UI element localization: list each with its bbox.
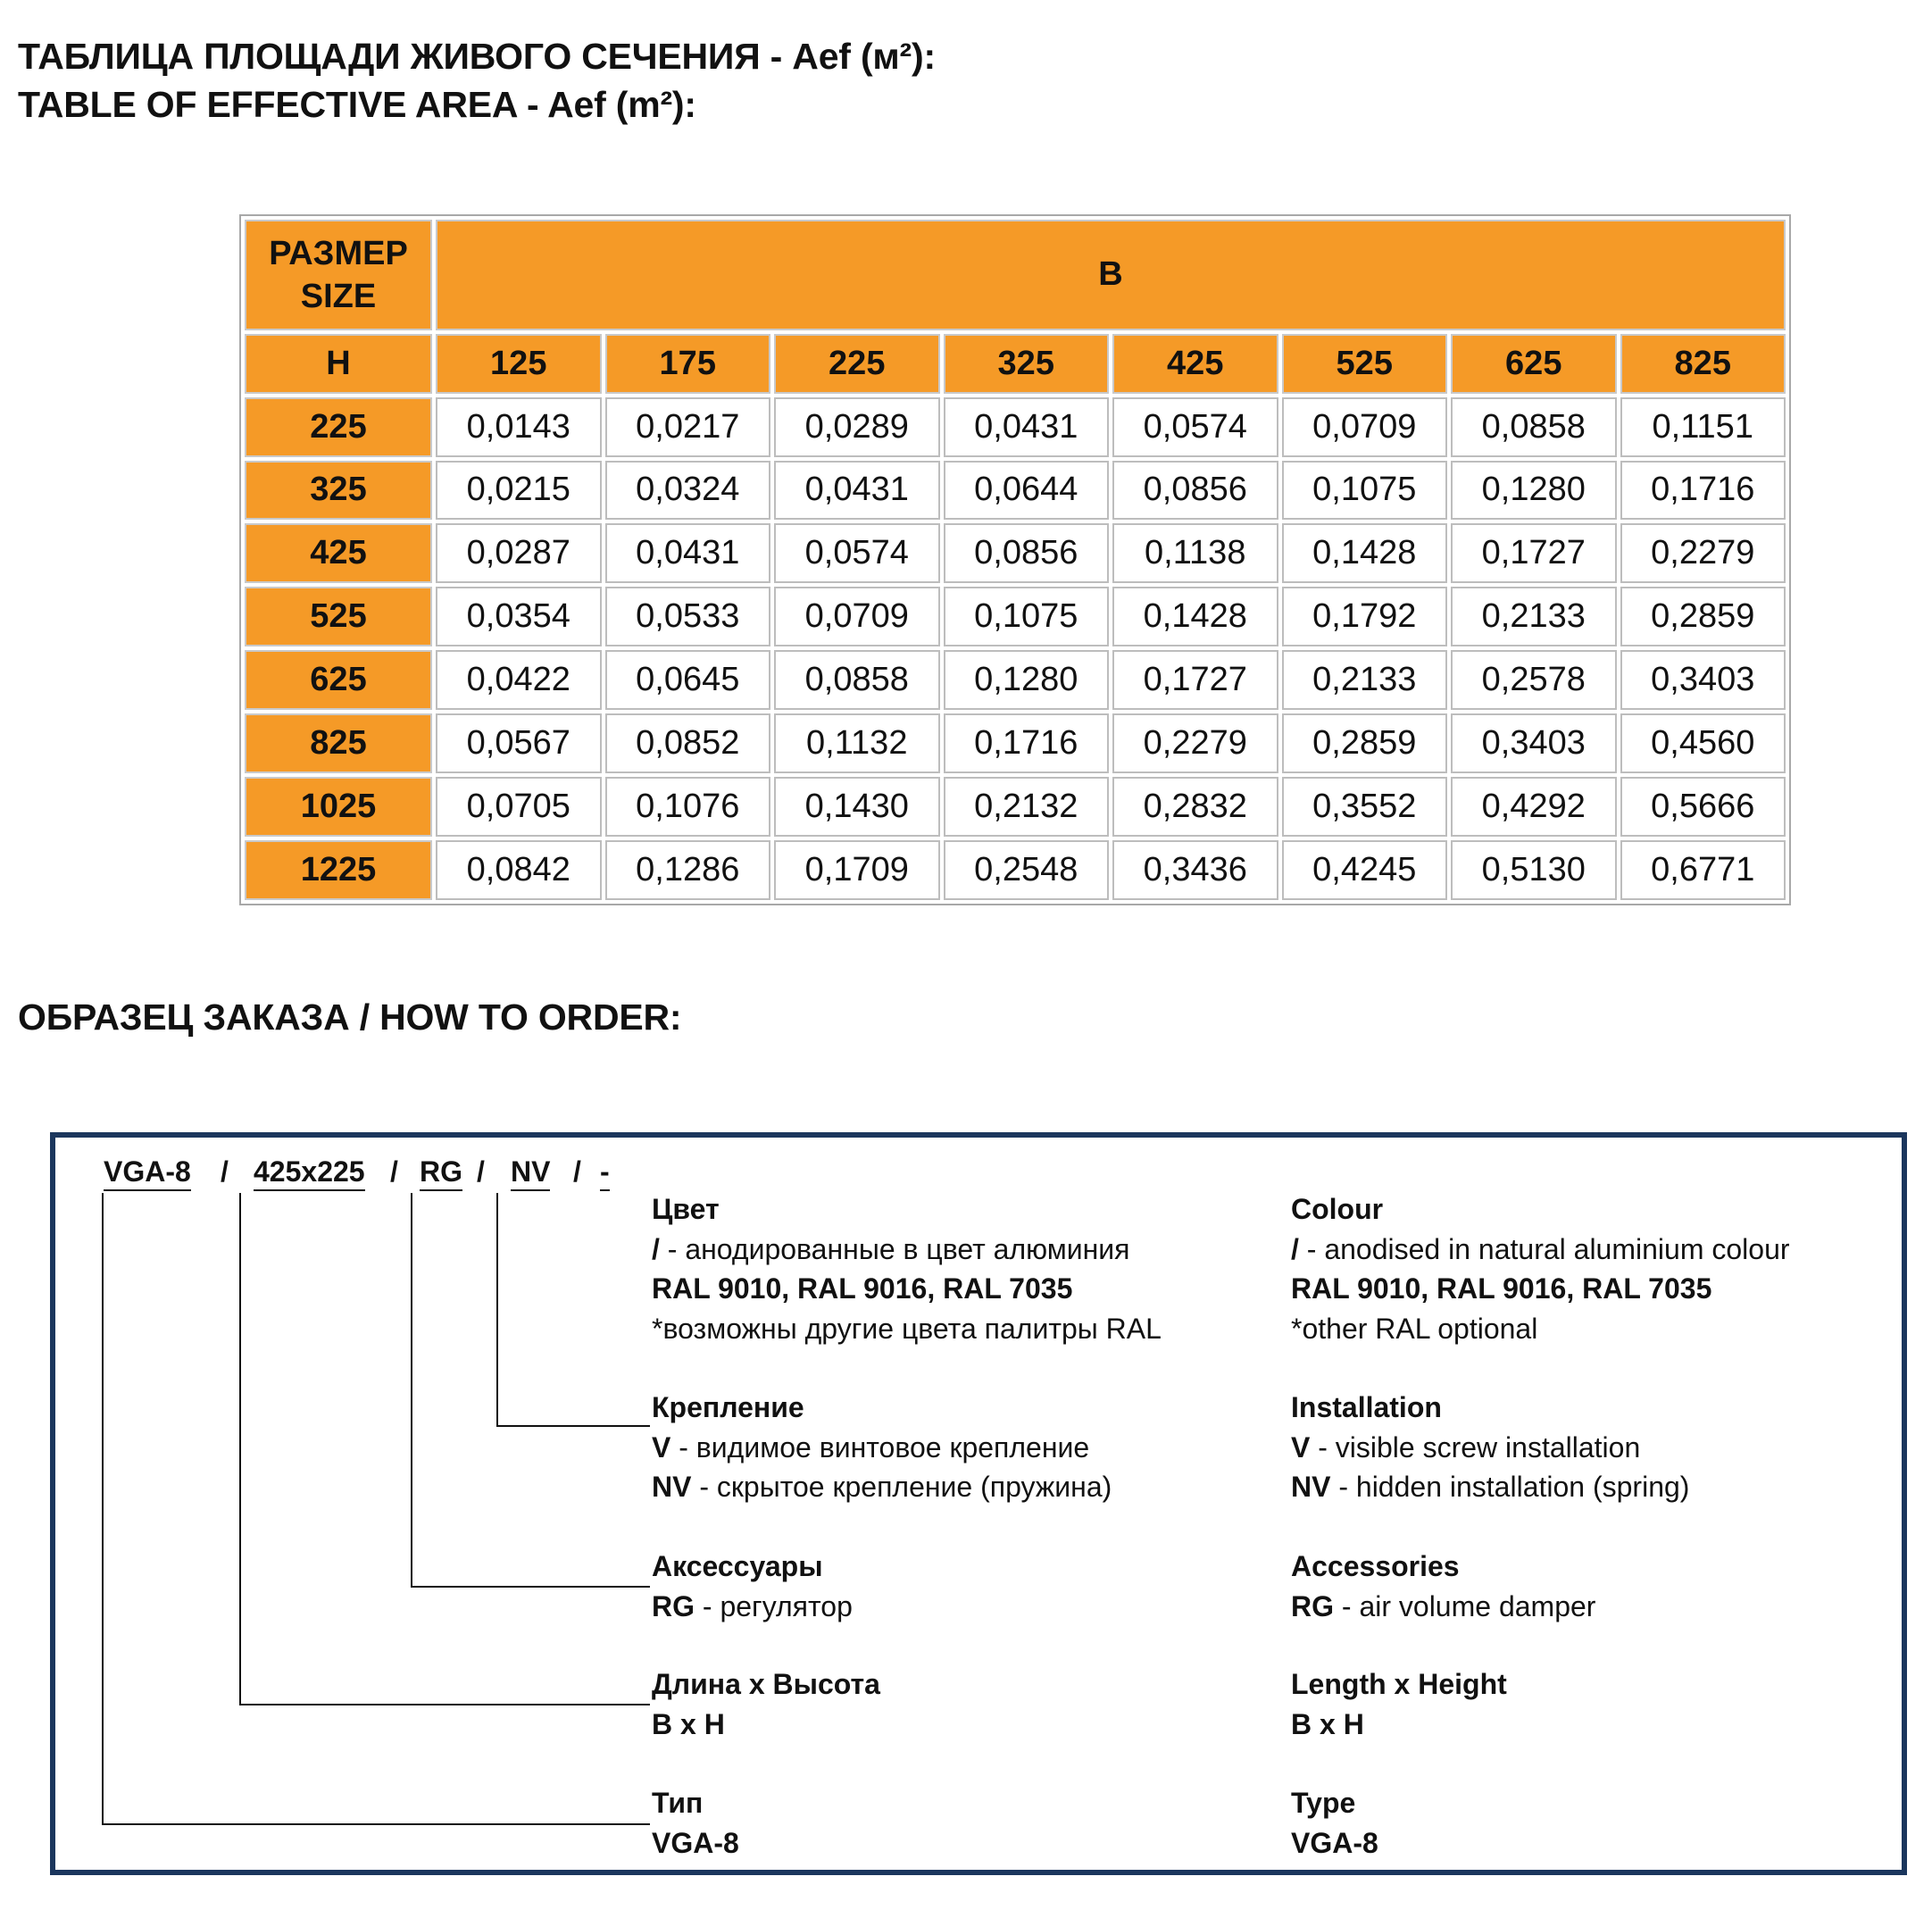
area-value-cell: 0,2279: [1112, 713, 1278, 773]
area-value-cell: 0,1075: [1282, 461, 1448, 521]
area-value-cell: 0,0709: [1282, 397, 1448, 457]
connector-type-horizontal: [102, 1823, 650, 1825]
accessories-line1-ru: RG - регулятор: [652, 1589, 853, 1622]
size-header-cell: [245, 220, 432, 330]
area-value-cell: 0,3403: [1620, 650, 1786, 710]
installation-title-ru: Крепление: [652, 1391, 804, 1423]
dimensions-desc-en: [1291, 1664, 1507, 1744]
area-value-cell: 0,1727: [1112, 650, 1278, 710]
table-row: [245, 587, 1786, 646]
area-value-cell: 0,1280: [944, 650, 1110, 710]
dimensions-title-en: Length x Height: [1291, 1668, 1507, 1700]
area-value-cell: 0,1716: [944, 713, 1110, 773]
area-value-cell: 0,0431: [605, 523, 771, 583]
h-value-header: 1025: [245, 777, 432, 837]
area-value-cell: 0,0842: [436, 840, 602, 900]
area-value-cell: 0,0856: [1112, 461, 1278, 521]
installation-line1-ru: V - видимое винтовое крепление: [652, 1430, 1090, 1464]
colour-line3-en: *other RAL optional: [1291, 1312, 1538, 1345]
b-value-header: 425: [1112, 334, 1278, 394]
code-sep-3: /: [477, 1155, 485, 1188]
area-value-cell: 0,2548: [944, 840, 1110, 900]
area-value-cell: 0,2832: [1112, 777, 1278, 837]
table-row: [245, 777, 1786, 837]
colour-line2-ru: RAL 9010, RAL 9016, RAL 7035: [652, 1272, 1073, 1305]
table-row: [245, 650, 1786, 710]
area-value-cell: 0,2133: [1282, 650, 1448, 710]
area-value-cell: 0,1727: [1451, 523, 1617, 583]
accessories-title-en: Accessories: [1291, 1550, 1460, 1582]
b-value-header: 125: [436, 334, 602, 394]
connector-size-horizontal: [239, 1704, 650, 1705]
size-header-en: SIZE: [300, 277, 377, 315]
area-value-cell: 0,0705: [436, 777, 602, 837]
colour-title-ru: Цвет: [652, 1193, 720, 1225]
connector-accessory-horizontal: [411, 1586, 650, 1588]
connector-size-vertical: [239, 1193, 241, 1705]
area-value-cell: 0,2859: [1282, 713, 1448, 773]
area-value-cell: 0,0574: [1112, 397, 1278, 457]
area-value-cell: 0,0422: [436, 650, 602, 710]
colour-line2-en: RAL 9010, RAL 9016, RAL 7035: [1291, 1272, 1712, 1305]
code-sep-2: /: [390, 1155, 398, 1188]
area-value-cell: 0,1132: [774, 713, 940, 773]
accessories-title-ru: Аксессуары: [652, 1550, 823, 1582]
table-row: [245, 397, 1786, 457]
connector-type-vertical: [102, 1193, 104, 1825]
area-value-cell: 0,2859: [1620, 587, 1786, 646]
b-value-header: 825: [1620, 334, 1786, 394]
type-line1-ru: VGA-8: [652, 1826, 739, 1859]
area-value-cell: 0,1430: [774, 777, 940, 837]
colour-line3-ru: *возможны другие цвета палитры RAL: [652, 1312, 1162, 1345]
b-header-cell: B: [436, 220, 1786, 330]
dimensions-line1-en: B x H: [1291, 1707, 1364, 1740]
type-line1-en: VGA-8: [1291, 1826, 1378, 1859]
area-value-cell: 0,0289: [774, 397, 940, 457]
area-value-cell: 0,0567: [436, 713, 602, 773]
area-value-cell: 0,0709: [774, 587, 940, 646]
installation-desc-en: [1291, 1388, 1689, 1507]
area-value-cell: 0,0431: [774, 461, 940, 521]
b-values-row: [245, 334, 1786, 394]
connector-mount-horizontal: [496, 1425, 650, 1427]
area-value-cell: 0,0645: [605, 650, 771, 710]
area-value-cell: 0,0856: [944, 523, 1110, 583]
area-value-cell: 0,1151: [1620, 397, 1786, 457]
area-value-cell: 0,1075: [944, 587, 1110, 646]
area-value-cell: 0,0858: [774, 650, 940, 710]
area-value-cell: 0,1138: [1112, 523, 1278, 583]
colour-line1-ru: / - анодированные в цвет алюминия: [652, 1232, 1130, 1265]
code-accessory: RG: [420, 1154, 462, 1189]
area-value-cell: 0,0852: [605, 713, 771, 773]
area-value-cell: 0,0143: [436, 397, 602, 457]
colour-desc-en: [1291, 1189, 1790, 1348]
area-value-cell: 0,5666: [1620, 777, 1786, 837]
area-value-cell: 0,2578: [1451, 650, 1617, 710]
installation-line2-en: NV - hidden installation (spring): [1291, 1471, 1690, 1503]
area-value-cell: 0,0324: [605, 461, 771, 521]
installation-line2-ru: NV - скрытое крепление (пружина): [652, 1471, 1112, 1503]
installation-desc-ru: [652, 1388, 1112, 1507]
area-value-cell: 0,0217: [605, 397, 771, 457]
b-value-header: 175: [605, 334, 771, 394]
area-value-cell: 0,1076: [605, 777, 771, 837]
area-value-cell: 0,5130: [1451, 840, 1617, 900]
h-value-header: 1225: [245, 840, 432, 900]
area-value-cell: 0,2133: [1451, 587, 1617, 646]
area-value-cell: 0,1709: [774, 840, 940, 900]
area-value-cell: 0,2279: [1620, 523, 1786, 583]
b-value-header: 625: [1451, 334, 1617, 394]
size-header-ru: РАЗМЕР: [269, 234, 408, 272]
table-row: [245, 523, 1786, 583]
dimensions-line1-ru: B x H: [652, 1707, 725, 1740]
area-value-cell: 0,1286: [605, 840, 771, 900]
area-value-cell: 0,1428: [1282, 523, 1448, 583]
area-value-cell: 0,0574: [774, 523, 940, 583]
area-value-cell: 0,0215: [436, 461, 602, 521]
area-value-cell: 0,1716: [1620, 461, 1786, 521]
code-sep-4: /: [573, 1155, 581, 1188]
accessories-line1-en: RG - air volume damper: [1291, 1589, 1596, 1622]
code-sep-1: /: [221, 1155, 229, 1188]
area-value-cell: 0,0287: [436, 523, 602, 583]
code-size: 425x225: [254, 1154, 365, 1189]
area-value-cell: 0,1428: [1112, 587, 1278, 646]
area-value-cell: 0,4292: [1451, 777, 1617, 837]
accessories-desc-ru: [652, 1547, 853, 1626]
area-value-cell: 0,2132: [944, 777, 1110, 837]
area-value-cell: 0,4245: [1282, 840, 1448, 900]
area-value-cell: 0,0533: [605, 587, 771, 646]
accessories-desc-en: [1291, 1547, 1595, 1626]
table-row: [245, 713, 1786, 773]
area-value-cell: 0,4560: [1620, 713, 1786, 773]
area-value-cell: 0,0858: [1451, 397, 1617, 457]
area-value-cell: 0,0431: [944, 397, 1110, 457]
table-title-ru: ТАБЛИЦА ПЛОЩАДИ ЖИВОГО СЕЧЕНИЯ - Aef (м²):: [18, 36, 936, 77]
area-value-cell: 0,1792: [1282, 587, 1448, 646]
h-value-header: 525: [245, 587, 432, 646]
h-header-cell: H: [245, 334, 432, 394]
area-value-cell: 0,3436: [1112, 840, 1278, 900]
dimensions-title-ru: Длина х Высота: [652, 1668, 880, 1700]
colour-line1-en: / - anodised in natural aluminium colour: [1291, 1232, 1790, 1265]
code-mount: NV: [511, 1154, 550, 1189]
area-value-cell: 0,3403: [1451, 713, 1617, 773]
b-value-header: 225: [774, 334, 940, 394]
installation-line1-en: V - visible screw installation: [1291, 1430, 1641, 1464]
table-row: [245, 461, 1786, 521]
installation-title-en: Installation: [1291, 1391, 1442, 1423]
type-desc-ru: [652, 1783, 739, 1863]
b-value-header: 325: [944, 334, 1110, 394]
table-row: [245, 840, 1786, 900]
area-value-cell: 0,1280: [1451, 461, 1617, 521]
order-title: ОБРАЗЕЦ ЗАКАЗА / HOW TO ORDER:: [18, 997, 682, 1038]
area-value-cell: 0,6771: [1620, 840, 1786, 900]
colour-desc-ru: [652, 1189, 1162, 1348]
h-value-header: 225: [245, 397, 432, 457]
connector-mount-vertical: [496, 1193, 498, 1427]
h-value-header: 325: [245, 461, 432, 521]
connector-accessory-vertical: [411, 1193, 412, 1588]
b-value-header: 525: [1282, 334, 1448, 394]
area-value-cell: 0,0644: [944, 461, 1110, 521]
type-title-ru: Тип: [652, 1787, 704, 1819]
area-value-cell: 0,0354: [436, 587, 602, 646]
type-desc-en: [1291, 1783, 1378, 1863]
h-value-header: 425: [245, 523, 432, 583]
table-title-en: TABLE OF EFFECTIVE AREA - Aef (m²):: [18, 84, 696, 125]
code-type: VGA-8: [104, 1154, 191, 1189]
h-value-header: 625: [245, 650, 432, 710]
type-title-en: Type: [1291, 1787, 1356, 1819]
table-header-row: [245, 220, 1786, 330]
area-value-cell: 0,3552: [1282, 777, 1448, 837]
h-value-header: 825: [245, 713, 432, 773]
code-colour: -: [600, 1154, 610, 1189]
dimensions-desc-ru: [652, 1664, 880, 1744]
colour-title-en: Colour: [1291, 1193, 1384, 1225]
effective-area-table: [239, 214, 1791, 905]
